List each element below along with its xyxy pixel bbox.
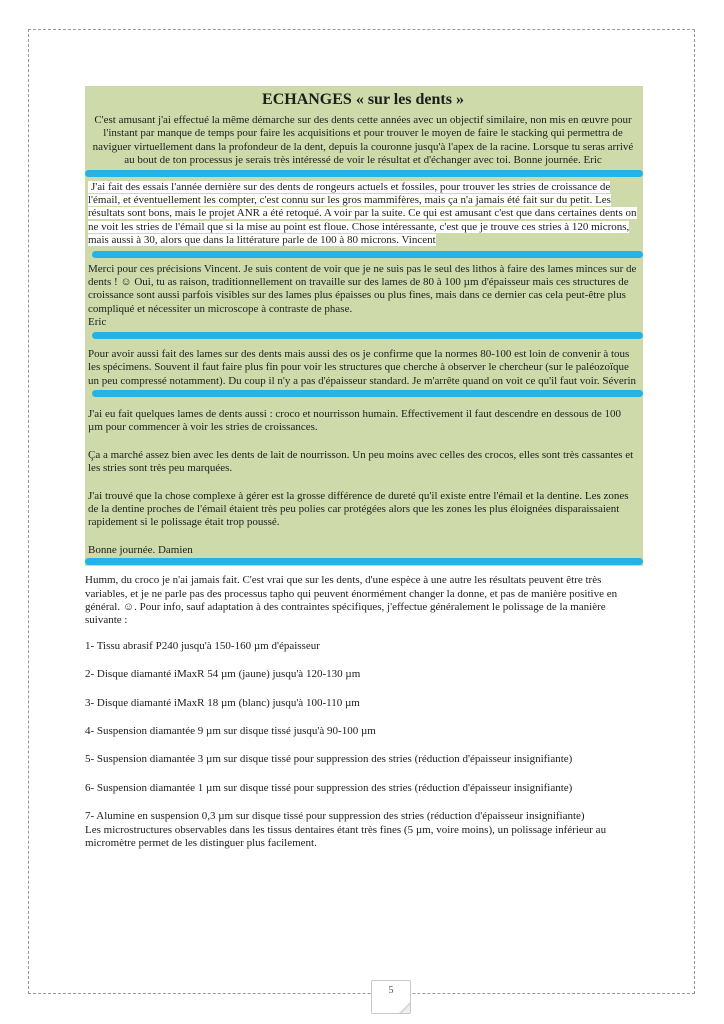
signature-eric: Eric <box>88 316 107 329</box>
page-number: 5 <box>388 985 394 996</box>
message-separator-1 <box>85 170 643 177</box>
message-eric-intro: C'est amusant j'ai effectué la même démarche sur des dents cette années avec un objectif similaire, non mis en œuvre pour l'instant par manque de temps pour faire les acquisitions et pour trouver le moyen de faire le stacking qui permettra de naviguer virtuellement dans la profondeur de la dent, depuis la couronne jusqu'à l'apex de la racine. Lorsque tu seras arrivé au bout de ton processus je serais très intéressé de voir le résultat et d'échanger avec toi. Bonne journée. Eric <box>92 114 634 167</box>
message-separator-3 <box>92 332 643 339</box>
polishing-step-2: 2- Disque diamanté iMaxR 54 µm (jaune) jusqu'à 120-130 µm <box>85 668 361 681</box>
message-severin: Pour avoir aussi fait des lames sur des dents mais aussi des os je confirme que la normes 80-100 est loin de convenir à tous les spécimens. Souvent il faut faire plus fin pour voir les structures que cherche à observer le chercheur (sur le paléozoïque un peu compressé notamment). Du coup il n'y a pas d'épaisseur standard. Je m'arrête quand on voit ce qu'il faut voir. Séverin <box>88 347 637 387</box>
polishing-step-5: 5- Suspension diamantée 3 µm sur disque tissé pour suppression des stries (réduction d'épaisseur insignifiante) <box>85 753 573 766</box>
thread-title: ECHANGES « sur les dents » <box>262 91 464 108</box>
polishing-step-3: 3- Disque diamanté iMaxR 18 µm (blanc) jusqu'à 100-110 µm <box>85 696 360 709</box>
polishing-step-6: 6- Suspension diamantée 1 µm sur disque tissé pour suppression des stries (réduction d'épaisseur insignifiante) <box>85 781 573 794</box>
reply-block <box>85 574 643 850</box>
reply-intro: Humm, du croco je n'ai jamais fait. C'est vrai que sur les dents, d'une espèce à une autre les résultats peuvent être très variables, et je ne parle pas des processus tapho qui peuvent énormément changer la donne, et pas de manière positive en général. ☺. Pour info, sauf adaptation à des contraintes spécifiques, j'effectue généralement le polissage de la manière suivante : <box>85 574 618 627</box>
reply-note: Les microstructures observables dans les tissus dentaires étant très fines (5 µm, voire moins), un polissage inférieur au micromètre permet de les distinguer plus facilement. <box>85 823 607 850</box>
message-separator-5 <box>85 558 643 565</box>
message-eric-reply: Merci pour ces précisions Vincent. Je suis content de voir que je ne suis pas le seul des lithos à faire des lames minces sur de dents ! ☺ Oui, tu as raison, traditionnellement on travaille sur des lames de 80 à 100 µm d'épaisseur mais ces structures de croissance sont aussi parfois visibles sur des lames plus épaisses ou plus fines, mais dans ce dernier cas cela peut-être plus compliqué et nécessiter un microscope à contraste de phase. <box>88 262 637 315</box>
message-damien-p1: J'ai eu fait quelques lames de dents aussi : croco et nourrisson humain. Effectivement il faut descendre en dessous de 100 µm pour commencer à voir les stries de croissances. <box>88 407 621 434</box>
message-separator-2 <box>92 251 643 258</box>
message-damien-p3: J'ai trouvé que la chose complexe à gérer est la grosse différence de dureté qu'il existe entre l'émail et la dentine. Les zones de la dentine proches de l'émail étaient très peu polies car protégées alors que les zones les plus éloignées disparaissaient rapidement si le polissage était trop poussé. <box>88 489 629 529</box>
message-vincent <box>88 181 638 248</box>
message-separator-4 <box>92 390 643 397</box>
message-damien-p2: Ça a marché assez bien avec les dents de lait de nourrisson. Un peu moins avec celles des crocos, elles sont très cassantes et les stries sont très peu marquées. <box>88 448 634 475</box>
polishing-step-1: 1- Tissu abrasif P240 jusqu'à 150-160 µm d'épaisseur <box>85 639 320 652</box>
page-number-icon <box>371 980 411 1014</box>
polishing-step-4: 4- Suspension diamantée 9 µm sur disque tissé jusqu'à 90-100 µm <box>85 725 376 737</box>
page-content <box>85 86 643 850</box>
white-highlighted-text: J'ai fait des essais l'année dernière sur des dents de rongeurs actuels et fossiles, pour trouver les stries de croissance de l'émail, et éventuellement les compter, c'est connu sur les gros mammifères, mais ça n'a jamais été fait sur du petit. Les résultats sont bons, mais le projet ANR a été retoqué. A voir par la suite. Ce qui est amusant c'est que dans certaines dents on ne voit les stries de l'émail que si la mise au point est floue. Chose intéressante, c'est que je trouve ces stries à 120 microns, mais aussi à 30, alors que dans la littérature parle de 100 à 80 microns. Vincent <box>88 180 637 247</box>
signature-damien: Bonne journée. Damien <box>88 543 193 556</box>
page-fold-edge-icon <box>402 1005 410 1013</box>
polishing-step-7: 7- Alumine en suspension 0,3 µm sur disque tissé pour suppression des stries (réduction d'épaisseur insignifiante) <box>85 810 585 823</box>
email-thread-block <box>85 86 643 566</box>
